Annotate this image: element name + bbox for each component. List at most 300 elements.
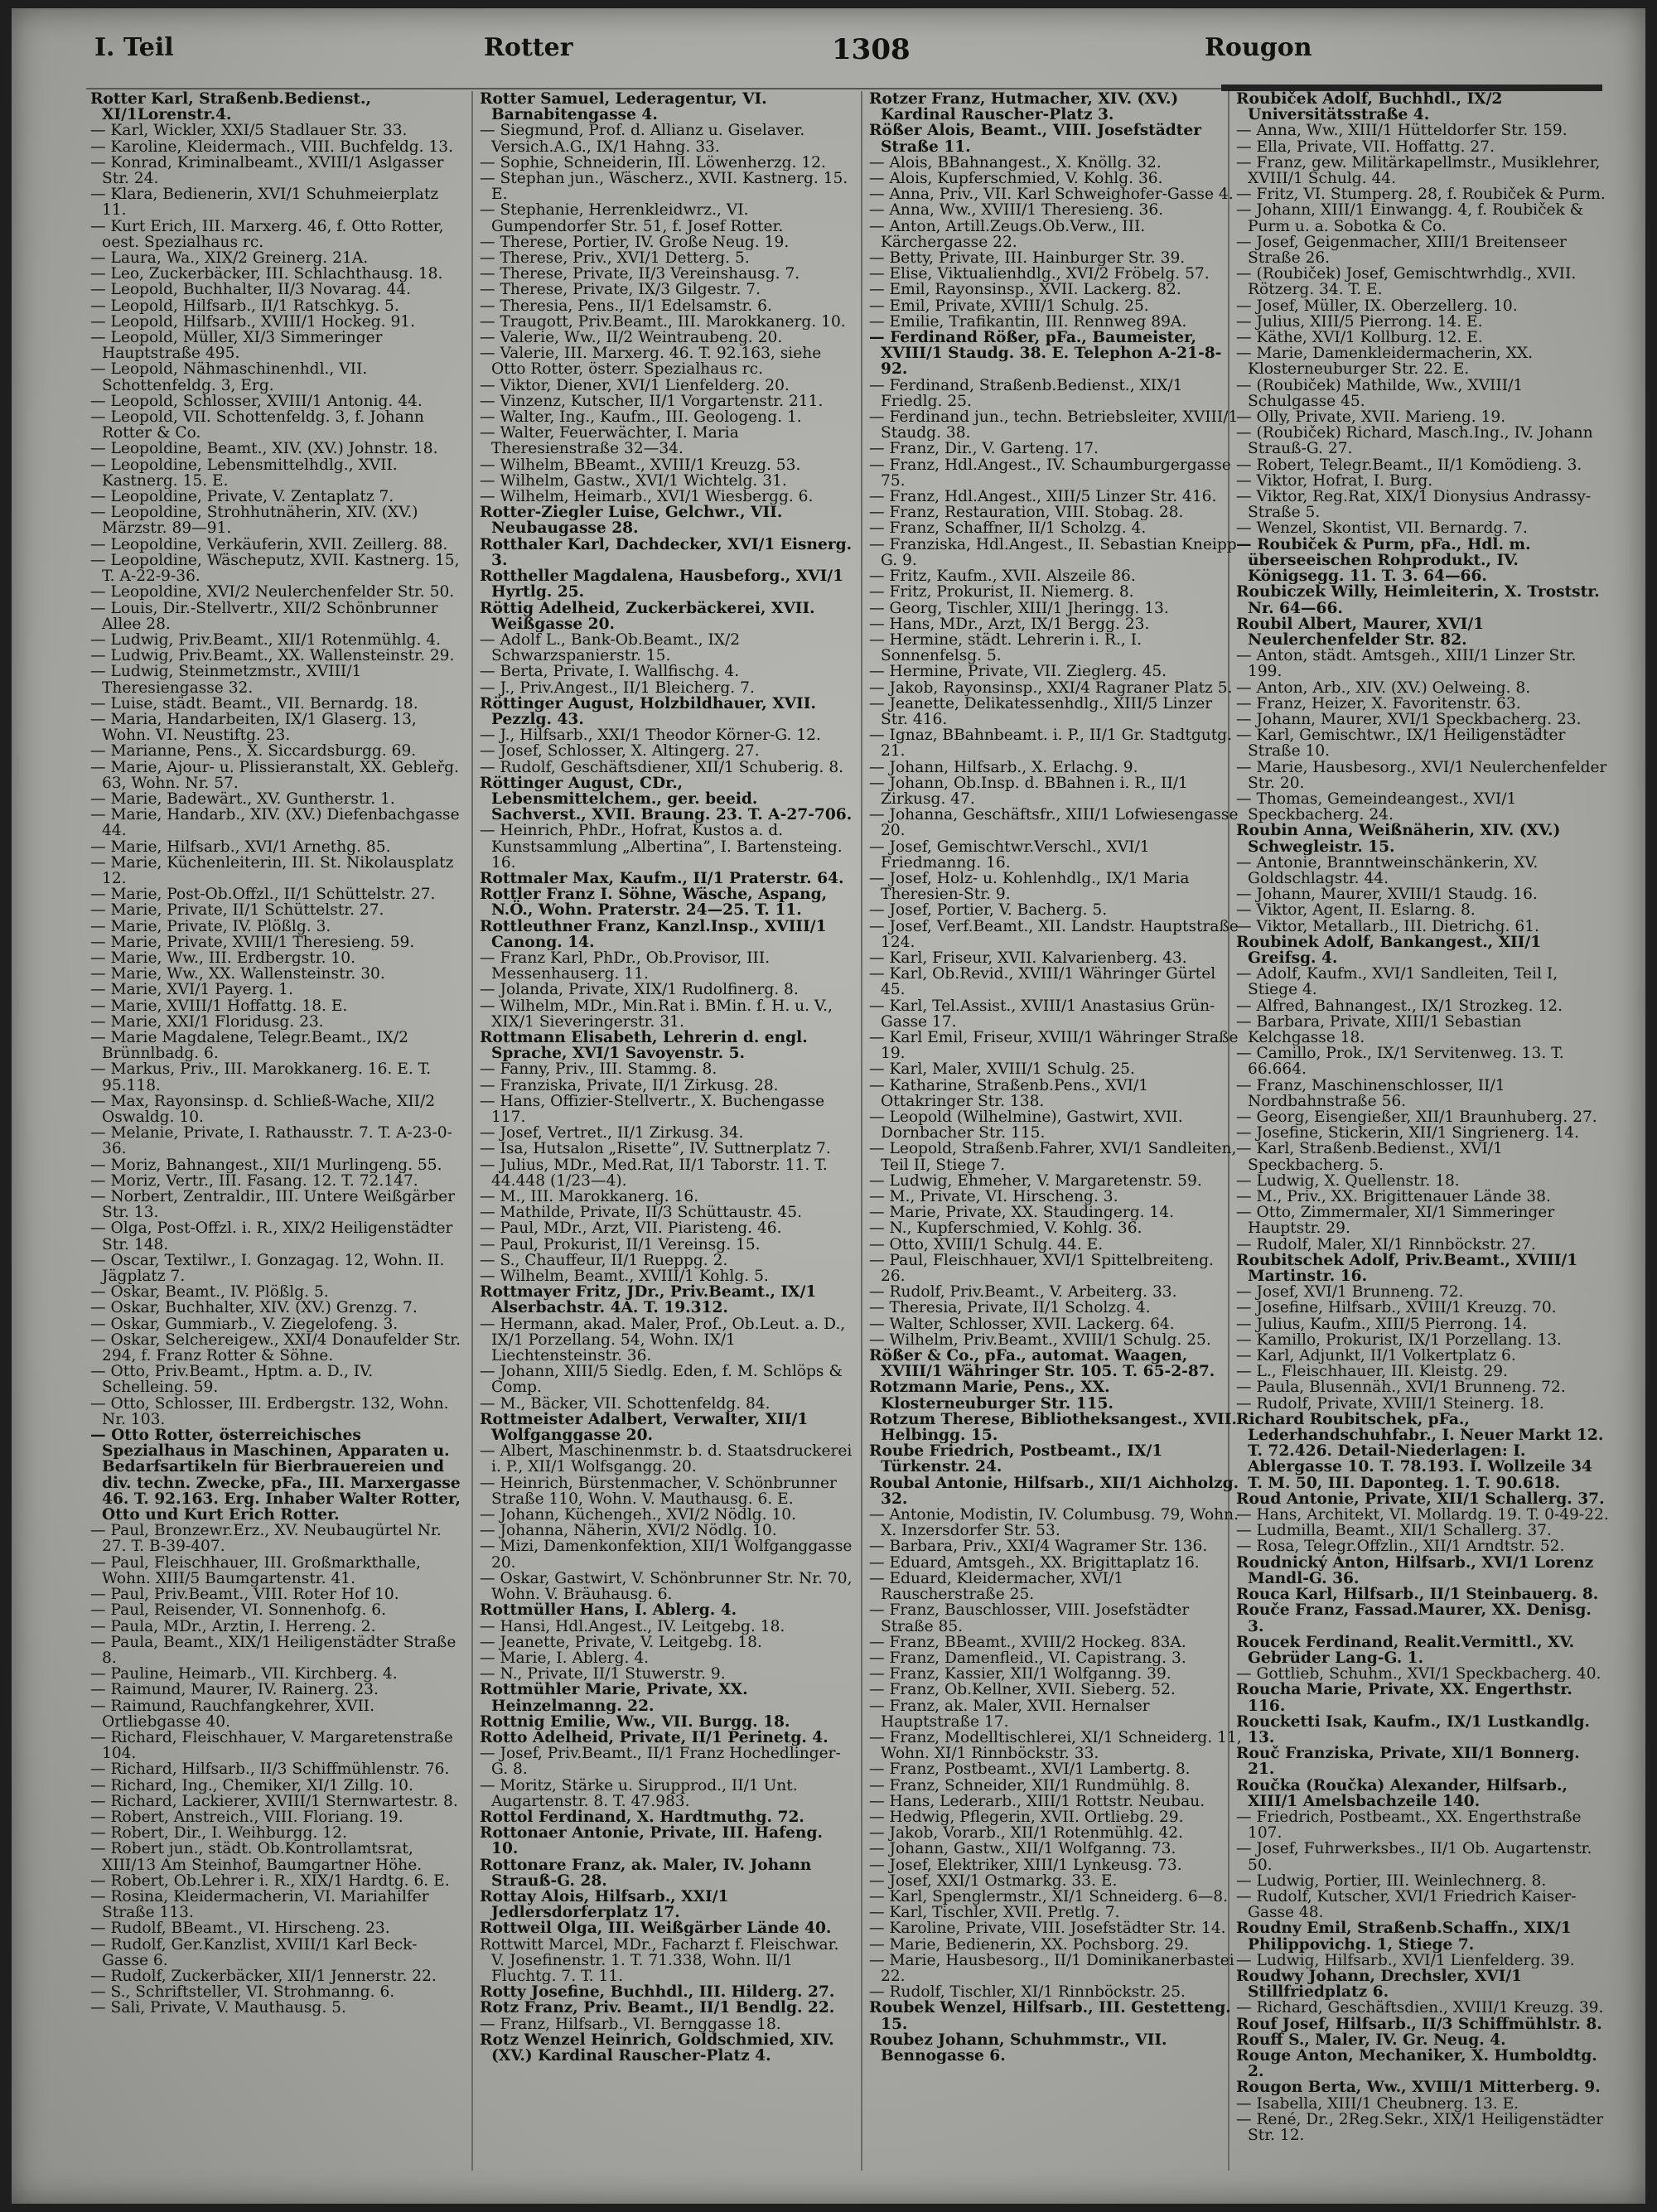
directory-entry: — Josef, Gemischtwr.Verschl., XVI/1 Friedmanng. 16. xyxy=(869,838,1150,871)
directory-entry: — Rudolf, Tischler, XI/1 Rinnböckstr. 25. xyxy=(869,1984,1186,2001)
directory-entry: — Marie, Ajour- u. Plissieranstalt, XX. Gebleřg. 63, Wohn. Nr. 57. xyxy=(90,759,459,791)
directory-entry: — Leo, Zuckerbäcker, III. Schlachthausg. 18. xyxy=(90,266,443,283)
directory-entry: — Jakob, Vorarb., XII/1 Rotenmühlg. 42. xyxy=(869,1825,1184,1842)
directory-entry: — Heinrich, Bürstenmacher, V. Schönbrunner Straße 110, Wohn. V. Mauthausg. 6. E. xyxy=(480,1475,837,1508)
directory-entry: — Traugott, Priv.Beamt., III. Marokkanerg. 10. xyxy=(480,313,846,331)
directory-entry: — Marie, Badewärt., XV. Guntherstr. 1. xyxy=(90,790,395,808)
directory-entry: — Stephanie, Herrenkleidwrz., VI. Gumpendorfer Str. 51, f. Josef Rotter. xyxy=(480,202,784,234)
directory-entry: Rottmaler Max, Kaufm., II/1 Praterstr. 64. xyxy=(480,870,844,887)
directory-entry: — Johann, XIII/5 Siedlg. Eden, f. M. Schlöps & Comp. xyxy=(480,1364,843,1396)
directory-entry: — Kurt Erich, III. Marxerg. 46, f. Otto Rotter, oest. Spezialhaus rc. xyxy=(90,218,444,251)
directory-entry: Rottleuthner Franz, Kanzl.Insp., XVIII/1 Canong. 14. xyxy=(480,918,827,950)
directory-entry: — Laura, Wa., XIX/2 Greinerg. 21A. xyxy=(90,250,369,267)
directory-entry: — Leopoldine, Private, V. Zentaplatz 7. xyxy=(90,489,394,505)
directory-entry: — Paul, Prokurist, II/1 Vereinsg. 15. xyxy=(480,1236,761,1253)
directory-entry: — N., Private, II/1 Stuwerstr. 9. xyxy=(480,1666,726,1683)
directory-entry: — Viktor, Metallarb., III. Dietrichg. 61. xyxy=(1236,918,1539,935)
directory-entry: — Adolf, Kaufm., XVI/1 Sandleiten, Teil I, Stiege 4. xyxy=(1236,966,1558,998)
directory-entry: — Ella, Private, VII. Hoffattg. 27. xyxy=(1236,138,1495,155)
directory-entry: — Oskar, Selchereigew., XXI/4 Donaufelder Str. 294, f. Franz Rotter & Söhne. xyxy=(90,1331,461,1364)
directory-entry: — Georg, Eisengießer, XII/1 Braunhuberg. 27. xyxy=(1236,1109,1597,1126)
directory-entry: Rotzmann Marie, Pens., XX. Klosterneuburger Str. 115. xyxy=(869,1379,1114,1412)
directory-entry: Rotzum Therese, Bibliotheksangest., XVII. Helbingg. 15. xyxy=(869,1411,1237,1444)
directory-entry: — Karl, Adjunkt, II/1 Volkertplatz 6. xyxy=(1236,1348,1516,1364)
directory-entry: — Mizi, Damenkonfektion, XII/1 Wolfganggasse 20. xyxy=(480,1538,853,1571)
directory-entry: — J., Hilfsarb., XXI/1 Theodor Körner-G. 12. xyxy=(480,727,821,744)
directory-entry: — Otto Rotter, österreichisches Spezialhaus in Maschinen, Apparaten u. Bedarfsartikeln für Bierbrauereien und div. techn. Zwecke, pFa., III. Marxergasse 46. T. 92.163. Erg. Inhaber Walter Rotter, Otto und Kurt Erich Rotter. xyxy=(90,1427,461,1524)
directory-entry: — Ferdinand, Straßenb.Bedienst., XIX/1 Friedlg. 25. xyxy=(869,377,1183,410)
directory-entry: Rouca Karl, Hilfsarb., II/1 Steinbauerg. 8. xyxy=(1236,1587,1599,1603)
directory-entry: — Franz, gew. Militärkapellmstr., Musiklehrer, XVIII/1 Schulg. 44. xyxy=(1236,154,1601,187)
directory-entry: Roučka (Roučka) Alexander, Hilfsarb., XIII/1 Amelsbachzeile 140. xyxy=(1236,1777,1568,1809)
directory-entry: Rotto Adelheid, Private, II/1 Perinetg. 4. xyxy=(480,1729,828,1746)
directory-entry: — Camillo, Prok., IX/1 Servitenweg. 13. T. 66.664. xyxy=(1236,1046,1564,1078)
directory-entry: — Ludwig, Ehmeher, V. Margaretenstr. 59. xyxy=(869,1172,1202,1190)
directory-entry: — Karl Emil, Friseur, XVIII/1 Währinger Straße 19. xyxy=(869,1029,1239,1062)
directory-entry: — Moritz, Stärke u. Sirupprod., II/1 Unt. Augartenstr. 8. T. 47.983. xyxy=(480,1777,798,1809)
directory-entry: — Karl, Straßenb.Bedienst., XVI/1 Speckbacherg. 5. xyxy=(1236,1141,1503,1173)
directory-entry: — Karl, Maler, XVIII/1 Schulg. 25. xyxy=(869,1061,1135,1078)
directory-entry: — Olga, Post-Offzl. i. R., XIX/2 Heiligenstädter Str. 148. xyxy=(90,1220,453,1253)
directory-entry: — Thomas, Gemeindeangest., XVI/1 Speckbacherg. 24. xyxy=(1236,790,1517,823)
directory-entry: — Franz, Modelltischlerei, XI/1 Schneiderg. 11, Wohn. XI/1 Rinnböckstr. 33. xyxy=(869,1729,1242,1762)
directory-entry: — Robert, Telegr.Beamt., II/1 Komödieng. 3. xyxy=(1236,456,1582,473)
directory-entry: — Josef, XVI/1 Brunneng. 72. xyxy=(1236,1284,1464,1301)
directory-entry: — Franz, Postbeamt., XVI/1 Lambertg. 8. xyxy=(869,1761,1191,1778)
directory-entry: — Friedrich, Postbeamt., XX. Engerthstraße 107. xyxy=(1236,1809,1582,1842)
directory-entry: — Anna, Ww., XVIII/1 Theresieng. 36. xyxy=(869,202,1164,219)
directory-entry: — Ludmilla, Beamt., XII/1 Schallerg. 37. xyxy=(1236,1523,1552,1539)
directory-entry: Röttig Adelheid, Zuckerbäckerei, XVII. Weißgasse 20. xyxy=(480,600,815,632)
directory-entry: — Johann, XIII/1 Einwangg. 4, f. Roubiček & Purm u. a. Sobotka & Co. xyxy=(1236,202,1584,234)
directory-entry: — Anton, Arb., XIV. (XV.) Oelweing. 8. xyxy=(1236,679,1531,696)
directory-entry: — Isabella, XIII/1 Cheubnerg. 13. E. xyxy=(1236,2095,1519,2112)
directory-entry: — Ferdinand Rößer, pFa., Baumeister, XVIII/1 Staudg. 38. E. Telephon A-21-8-92. xyxy=(869,330,1222,378)
directory-entry: — Hans, Architekt, VI. Mollardg. 19. T. 0-49-22. xyxy=(1236,1507,1609,1524)
directory-entry: Rottmühler Marie, Private, XX. Heinzelmanng. 22. xyxy=(480,1682,748,1714)
directory-entry: — Leopold, Hilfsarb., II/1 Ratschkyg. 5. xyxy=(90,297,399,314)
directory-entry: Richard Roubitschek, pFa., Lederhandschuhfabr., I. Neuer Markt 12. T. 72.426. Detail-Niederlagen: I. Ablergasse 10. T. 78.193. I. Wollzeile 34 T. M. 50, III. Daponteg. 1. T. 90.618. xyxy=(1236,1411,1604,1491)
directory-entry: — Rudolf, Ger.Kanzlist, XVIII/1 Karl Beck-Gasse 6. xyxy=(90,1936,418,1968)
directory-entry: — Emil, Rayonsinsp., XVII. Lackerg. 82. xyxy=(869,282,1181,298)
directory-entry: — Franziska, Hdl.Angest., II. Sebastian Kneipp-G. 9. xyxy=(869,536,1242,569)
header-thin-rule xyxy=(86,88,1221,89)
directory-entry: Rouff S., Maler, IV. Gr. Neug. 4. xyxy=(1236,2031,1506,2048)
directory-entry: — Karl, Tischler, XVII. Pretlg. 7. xyxy=(869,1905,1120,1921)
directory-entry: — Marianne, Pens., X. Siccardsburgg. 69. xyxy=(90,743,417,760)
directory-entry: Roubiček Adolf, Buchhdl., IX/2 Universitätsstraße 4. xyxy=(1236,91,1503,123)
directory-entry: — Richard, Hilfsarb., II/3 Schiffmühlenstr. 76. xyxy=(90,1761,450,1778)
directory-entry: — Jolanda, Private, XIX/1 Rudolfinerg. 8. xyxy=(480,982,799,998)
directory-entry: — Marie, Handarb., XIV. (XV.) Diefenbachgasse 44. xyxy=(90,807,460,839)
directory-entry: Rotter Karl, Straßenb.Bedienst., XI/1Lorenstr.4. xyxy=(90,91,371,123)
directory-entry: — Isa, Hutsalon „Risette”, IV. Suttnerplatz 7. xyxy=(480,1141,831,1157)
directory-entry: — Josef, Schlosser, X. Altingerg. 27. xyxy=(480,743,760,760)
directory-entry: Rößer & Co., pFa., automat. Waagen, XVIII/1 Währinger Str. 105. T. 65-2-87. xyxy=(869,1348,1215,1380)
directory-entry: — Marie, Hausbesorg., XVI/1 Neulerchenfelder Str. 20. xyxy=(1236,759,1607,791)
directory-entry: Rottonare Franz, ak. Maler, IV. Johann Strauß-G. 28. xyxy=(480,1857,812,1889)
directory-entry: — Julius, Kaufm., XIII/5 Pierrong. 14. xyxy=(1236,1316,1528,1332)
directory-entry: — Hans, Offizier-Stellvertr., X. Buchengasse 117. xyxy=(480,1093,825,1126)
directory-entry: — Kamillo, Prokurist, IX/1 Porzellang. 13. xyxy=(1236,1331,1562,1349)
directory-entry: — Walter, Ing., Kaufm., III. Geologeng. 1. xyxy=(480,409,802,426)
directory-entry: — Eduard, Amtsgeh., XX. Brigittaplatz 16. xyxy=(869,1554,1200,1571)
directory-entry: Roucha Marie, Private, XX. Engerthstr. 116. xyxy=(1236,1682,1572,1714)
directory-entry: — Olly, Private, XVII. Marieng. 19. xyxy=(1236,409,1506,426)
directory-entry: — Sali, Private, V. Mauthausg. 5. xyxy=(90,2000,346,2016)
page-header xyxy=(86,33,1621,75)
directory-entry: — Ignaz, BBahnbeamt. i. P., II/1 Gr. Stadtgutg. 21. xyxy=(869,727,1232,760)
directory-entry: — Fritz, Prokurist, II. Niemerg. 8. xyxy=(869,584,1134,601)
directory-entry: — Franz, Maschinenschlosser, II/1 Nordbahnstraße 56. xyxy=(1236,1077,1505,1109)
directory-entry: Roubiczek Willy, Heimleiterin, X. Troststr. Nr. 64—66. xyxy=(1236,584,1600,616)
directory-entry: — Paula, Blusennäh., XVI/1 Brunneng. 72. xyxy=(1236,1379,1566,1396)
directory-entry: Rouč Franziska, Private, XII/1 Bonnerg. 21. xyxy=(1236,1746,1580,1778)
directory-entry: — Marie, Damenkleidermacherin, XX. Klosterneuburger Str. 22. E. xyxy=(1236,345,1533,378)
directory-entry: Roud Antonie, Private, XII/1 Schallerg. 37. xyxy=(1236,1490,1605,1508)
directory-entry: Rottwitt Marcel, MDr., Facharzt f. Fleischwar. V. Josefinenstr. 1. T. 71.338, Wohn. II/1 Fluchtg. 7. T. 11. xyxy=(480,1936,839,1985)
directory-entry: — Marie, Küchenleiterin, III. St. Nikolausplatz 12. xyxy=(90,854,454,887)
directory-entry: Rottler Franz I. Söhne, Wäsche, Aspang, N.Ö., Wohn. Praterstr. 24—25. T. 11. xyxy=(480,886,828,919)
directory-entry: — Marie, I. Ablerg. 4. xyxy=(480,1649,650,1667)
directory-entry: — Alois, Kupferschmied, V. Kohlg. 36. xyxy=(869,171,1163,187)
directory-entry: — Ferdinand jun., techn. Betriebsleiter, XVIII/1 Staudg. 38. xyxy=(869,409,1239,442)
directory-entry: — Ludwig, Priv.Beamt., XX. Wallensteinstr. 29. xyxy=(90,648,455,664)
directory-entry: — Franz, Damenfleid., VI. Capistrang. 3. xyxy=(869,1649,1186,1667)
directory-entry: — Leopoldine, Beamt., XIV. (XV.) Johnstr. 18. xyxy=(90,441,438,457)
directory-entry: Rottmann Elisabeth, Lehrerin d. engl. Sprache, XVI/1 Savoyenstr. 5. xyxy=(480,1029,808,1062)
directory-entry: — Jeanette, Delikatessenhdlg., XIII/5 Linzer Str. 416. xyxy=(869,695,1213,728)
directory-entry: — Georg, Tischler, XIII/1 Jheringg. 13. xyxy=(869,600,1169,616)
directory-entry: — Antonie, Modistin, IV. Columbusg. 79, Wohn. X. Inzersdorfer Str. 53. xyxy=(869,1507,1239,1539)
directory-entry: — Oscar, Textilwr., I. Gonzagag. 12, Wohn. II. Jägplatz 7. xyxy=(90,1252,445,1285)
directory-entry: — Marie, XVIII/1 Hoffattg. 18. E. xyxy=(90,997,348,1014)
directory-entry: — Karl, Friseur, XVII. Kalvarienberg. 43. xyxy=(869,949,1187,967)
directory-entry: Roucek Ferdinand, Realit.Vermittl., XV. Gebrüder Lang-G. 1. xyxy=(1236,1634,1575,1667)
directory-entry: Roudny Emil, Straßenb.Schaffn., XIX/1 Philippovichg. 1, Stiege 7. xyxy=(1236,1920,1572,1953)
directory-entry: — Viktor, Hofrat, I. Burg. xyxy=(1236,472,1433,490)
directory-entry: — Rudolf, BBeamt., VI. Hirscheng. 23. xyxy=(90,1920,390,1937)
directory-entry: — Barbara, Priv., XXI/4 Wagramer Str. 136. xyxy=(869,1538,1208,1555)
directory-entry: — Marie, Private, XX. Staudingerg. 14. xyxy=(869,1205,1174,1221)
directory-entry: — Siegmund, Prof. d. Allianz u. Giselaver. Versich.A.G., IX/1 Hahng. 33. xyxy=(480,123,805,155)
directory-entry: — Valerie, III. Marxerg. 46. T. 92.163, siehe Otto Rotter, österr. Spezialhaus rc. xyxy=(480,345,822,378)
directory-entry: — Josef, Fuhrwerksbes., II/1 Ob. Augartenstr. 50. xyxy=(1236,1841,1592,1873)
directory-entry: — Franz, Hdl.Angest., XIII/5 Linzer Str. 416. xyxy=(869,489,1217,505)
directory-entry: — Leopoldine, Strohhutnäherin, XIV. (XV.) Märzstr. 89—91. xyxy=(90,505,418,537)
directory-entry: — (Roubiček) Mathilde, Ww., XVIII/1 Schulgasse 45. xyxy=(1236,377,1524,410)
directory-column-4 xyxy=(1236,91,1609,2171)
directory-entry: — Viktor, Diener, XVI/1 Lienfelderg. 20. xyxy=(480,377,790,394)
directory-entry: — Karl, Ob.Revid., XVIII/1 Währinger Gürtel 45. xyxy=(869,966,1216,998)
directory-entry: — Josef, Verf.Beamt., XII. Landstr. Hauptstraße 124. xyxy=(869,918,1239,950)
directory-entry: — Rudolf, Private, XVIII/1 Steinerg. 18. xyxy=(1236,1395,1544,1412)
directory-entry: — Paul, Bronzewr.Erz., XV. Neubaugürtel Nr. 27. T. B-39-407. xyxy=(90,1523,442,1555)
directory-entry: — Otto, Zimmermaler, XI/1 Simmeringer Hauptstr. 29. xyxy=(1236,1205,1555,1237)
directory-entry: — Hermine, Private, VII. Zieglerg. 45. xyxy=(869,664,1167,680)
directory-entry: — Otto, XVIII/1 Schulg. 44. E. xyxy=(869,1236,1104,1253)
header-thick-rule xyxy=(1221,85,1602,91)
directory-entry: — Moriz, Vertr., III. Fasang. 12. T. 72.147. xyxy=(90,1172,418,1190)
directory-entry: — Franz, Hilfsarb., VI. Bernggasse 18. xyxy=(480,2016,781,2032)
directory-entry: — Louis, Dir.-Stellvertr., XII/2 Schönbrunner Allee 28. xyxy=(90,600,438,632)
directory-entry: — M., Priv., XX. Brigittenauer Lände 38. xyxy=(1236,1189,1551,1205)
directory-entry: Rotty Josefine, Buchhdl., III. Hilderg. 27. xyxy=(480,1984,835,2001)
directory-entry: Rotthaler Karl, Dachdecker, XVI/1 Eisnerg. 3. xyxy=(480,536,853,569)
directory-entry: — Marie, XVI/1 Payerg. 1. xyxy=(90,982,293,998)
directory-entry: — Johann, Küchengeh., XVI/2 Nödlg. 10. xyxy=(480,1507,797,1524)
directory-entry: — Wilhelm, BBeamt., XVIII/1 Kreuzg. 53. xyxy=(480,456,801,473)
directory-entry: — Hermine, städt. Lehrerin i. R., I. Sonnenfelsg. 5. xyxy=(869,631,1142,664)
directory-entry: — Ludwig, Hilfsarb., XVI/1 Lienfelderg. 39. xyxy=(1236,1952,1575,1968)
directory-entry: — Richard, Geschäftsdien., XVIII/1 Kreuzg. 39. xyxy=(1236,2000,1604,2016)
directory-entry: — Luise, städt. Beamt., VII. Bernardg. 18. xyxy=(90,695,418,712)
directory-entry: — Maria, Handarbeiten, IX/1 Glaserg. 13, Wohn. VI. Neustiftg. 23. xyxy=(90,711,417,744)
directory-entry: — Therese, Private, IX/3 Gilgestr. 7. xyxy=(480,282,761,298)
directory-entry: — Franz, ak. Maler, XVII. Hernalser Hauptstraße 17. xyxy=(869,1698,1150,1730)
directory-entry: — Marie, Post-Ob.Offzl., II/1 Schüttelstr. 27. xyxy=(90,886,436,903)
directory-entry: — Leopoldine, Wäscheputz, XVII. Kastnerg. 15, T. A-22-9-36. xyxy=(90,552,460,585)
directory-entry: — Barbara, Private, XIII/1 Sebastian Kelchgasse 18. xyxy=(1236,1013,1522,1046)
directory-entry: — Robert jun., städt. Ob.Kontrollamtsrat, XIII/13 Am Steinhof, Baumgartner Höhe. xyxy=(90,1841,423,1873)
directory-entry: — S., Chauffeur, II/1 Rueppg. 2. xyxy=(480,1252,728,1269)
directory-entry: — Paul, Fleischhauer, III. Großmarkthalle, Wohn. XIII/5 Baumgartenstr. 41. xyxy=(90,1554,421,1587)
directory-entry: — Franz, Schaffner, II/1 Scholzg. 4. xyxy=(869,520,1147,537)
directory-entry: — Leopold, Buchhalter, II/3 Novarag. 44. xyxy=(90,282,412,298)
directory-entry: — Josef, Elektriker, XIII/1 Lynkeusg. 73. xyxy=(869,1857,1182,1873)
directory-entry: Roubitschek Adolf, Priv.Beamt., XVIII/1 Martinstr. 16. xyxy=(1236,1252,1578,1285)
directory-entry: Rottmayer Fritz, JDr., Priv.Beamt., IX/1 Alserbachstr. 4A. T. 19.312. xyxy=(480,1284,817,1316)
directory-entry: — Josef, Müller, IX. Oberzellerg. 10. xyxy=(1236,297,1518,314)
directory-entry: — Jakob, Rayonsinsp., XXI/4 Ragraner Platz 5. xyxy=(869,679,1233,696)
directory-entry: Roudnický Anton, Hilfsarb., XVI/1 Lorenz Mandl-G. 36. xyxy=(1236,1554,1594,1587)
directory-entry: Roube Friedrich, Postbeamt., IX/1 Türkenstr. 24. xyxy=(869,1443,1163,1475)
directory-entry: — Marie, Private, XVIII/1 Theresieng. 59. xyxy=(90,934,415,950)
directory-entry: Rotz Franz, Priv. Beamt., II/1 Bendlg. 22. xyxy=(480,2000,835,2016)
directory-entry: — Raimund, Rauchfangkehrer, XVII. Ortliebgasse 40. xyxy=(90,1698,375,1730)
part-label: I. Teil xyxy=(94,33,174,62)
directory-entry: — (Roubiček) Josef, Gemischtwrhdlg., XVII. Rötzerg. 34. T. E. xyxy=(1236,266,1577,298)
directory-entry: — Otto, Priv.Beamt., Hptm. a. D., IV. Schelleing. 59. xyxy=(90,1364,374,1396)
directory-entry: — Ludwig, X. Quellenstr. 18. xyxy=(1236,1172,1460,1190)
page-number: 1308 xyxy=(832,33,911,66)
left-running-head: Rotter xyxy=(484,33,573,62)
directory-entry: — Albert, Maschinenmstr. b. d. Staatsdruckerei i. P., XII/1 Wolfsgangg. 20. xyxy=(480,1443,853,1475)
directory-entry: — Eduard, Kleidermacher, XVI/1 Rauscherstraße 25. xyxy=(869,1570,1124,1603)
directory-entry: — Adolf L., Bank-Ob.Beamt., IX/2 Schwarzspanierstr. 15. xyxy=(480,631,741,664)
directory-entry: — Paul, MDr., Arzt, VII. Piaristeng. 46. xyxy=(480,1220,782,1237)
directory-entry: — Josefine, Hilfsarb., XVIII/1 Kreuzg. 70. xyxy=(1236,1300,1557,1316)
directory-entry: — Leopold, Müller, XI/3 Simmeringer Hauptstraße 495. xyxy=(90,330,383,362)
directory-entry: — Viktor, Agent, II. Eslarng. 8. xyxy=(1236,902,1476,919)
directory-entry: Roubez Johann, Schuhmmstr., VII. Bennogasse 6. xyxy=(869,2031,1167,2065)
directory-column-1 xyxy=(90,91,463,2171)
directory-entry: — Hans, MDr., Arzt, IX/1 Bergg. 23. xyxy=(869,616,1150,632)
directory-entry: — Moriz, Bahnangest., XII/1 Murlingeng. 55. xyxy=(90,1157,442,1173)
directory-entry: — Franz, Heizer, X. Favoritenstr. 63. xyxy=(1236,695,1521,712)
directory-entry: Roubinek Adolf, Bankangest., XII/1 Greifsg. 4. xyxy=(1236,934,1542,967)
directory-entry: — Leopold, Schlosser, XVIII/1 Antonig. 44. xyxy=(90,393,423,410)
directory-entry: — Richard, Lackierer, XVIII/1 Sternwartestr. 8. xyxy=(90,1793,458,1809)
directory-entry: Rouge Anton, Mechaniker, X. Humboldtg. 2. xyxy=(1236,2047,1597,2080)
directory-entry: — René, Dr., 2Reg.Sekr., XIX/1 Heiligenstädter Str. 12. xyxy=(1236,2111,1604,2144)
directory-entry: — Franz Karl, PhDr., Ob.Provisor, III. Messenhauserg. 11. xyxy=(480,949,771,983)
directory-entry: — Leopoldine, Lebensmittelhdlg., XVII. Kastnerg. 15. E. xyxy=(90,456,398,490)
directory-entry: — Rosa, Telegr.Offzlin., XII/1 Arndtstr. 52. xyxy=(1236,1538,1565,1555)
directory-entry: — Julius, MDr., Med.Rat, II/1 Taborstr. 11. T. 44.448 (1/23—4). xyxy=(480,1157,828,1190)
directory-entry: — M., Bäcker, VII. Schottenfeldg. 84. xyxy=(480,1395,771,1412)
directory-entry: — Leopold, Hilfsarb., XVIII/1 Hockeg. 91. xyxy=(90,313,416,331)
directory-entry: Roubin Anna, Weißnäherin, XIV. (XV.) Schwegleistr. 15. xyxy=(1236,823,1561,855)
directory-entry: — Franz, Kassier, XII/1 Wolfganng. 39. xyxy=(869,1666,1171,1683)
directory-entry: — Ludwig, Priv.Beamt., XII/1 Rotenmühlg. 4. xyxy=(90,631,442,649)
directory-entry: — Klara, Bedienerin, XVI/1 Schuhmeierplatz 11. xyxy=(90,186,439,219)
directory-entry: — Franziska, Private, II/1 Zirkusg. 28. xyxy=(480,1077,779,1094)
directory-entry: — Franz, Ob.Kellner, XVII. Sieberg. 52. xyxy=(869,1682,1176,1698)
directory-entry: — Marie, Ww., III. Erdbergstr. 10. xyxy=(90,949,356,967)
directory-entry: — Elise, Viktualienhdlg., XVI/2 Fröbelg. 57. xyxy=(869,266,1210,283)
directory-entry: — Josef, Holz- u. Kohlenhdlg., IX/1 Maria Theresien-Str. 9. xyxy=(869,870,1190,903)
directory-entry: — Wilhelm, Gastw., XVI/1 Wichtelg. 31. xyxy=(480,472,787,490)
directory-entry: — Josef, Portier, V. Bacherg. 5. xyxy=(869,902,1108,919)
directory-entry: — Therese, Private, II/3 Vereinshausg. 7. xyxy=(480,266,800,283)
directory-entry: — Jeanette, Private, V. Leitgebg. 18. xyxy=(480,1634,762,1650)
directory-entry: — Ludwig, Portier, III. Weinlechnerg. 8. xyxy=(1236,1872,1547,1889)
directory-entry: — Rosina, Kleidermacherin, VI. Mariahilfer Straße 113. xyxy=(90,1888,429,1921)
directory-entry: — Paul, Priv.Beamt., VIII. Roter Hof 10. xyxy=(90,1587,399,1603)
directory-entry: — Fritz, Kaufm., XVII. Alszeile 86. xyxy=(869,568,1136,585)
directory-entry: — (Roubiček) Richard, Masch.Ing., IV. Johann Strauß-G. 27. xyxy=(1236,425,1593,457)
directory-entry: — Emil, Private, XVIII/1 Schulg. 25. xyxy=(869,297,1149,314)
right-running-head: Rougon xyxy=(1205,33,1312,62)
directory-entry: Roucketti Isak, Kaufm., IX/1 Lustkandlg. 13. xyxy=(1236,1713,1590,1746)
directory-entry: — L., Fleischhauer, III. Kleistg. 29. xyxy=(1236,1364,1508,1380)
directory-entry: — Marie, Private, IV. Plößlg. 3. xyxy=(90,918,331,935)
directory-entry: Rotzer Franz, Hutmacher, XIV. (XV.) Kardinal Rauscher-Platz 3. xyxy=(869,91,1179,123)
directory-entry: — Leopold, Straßenb.Fahrer, XVI/1 Sandleiten, Teil II, Stiege 7. xyxy=(869,1141,1237,1173)
directory-entry: — Leopoldine, Verkäuferin, XVII. Zeillerg. 88. xyxy=(90,536,448,553)
directory-entry: — Pauline, Heimarb., VII. Kirchberg. 4. xyxy=(90,1666,398,1683)
column-separator xyxy=(471,91,473,2171)
directory-entry: — Vinzenz, Kutscher, II/1 Vorgartenstr. 211. xyxy=(480,393,824,410)
directory-entry: — Johann, Hilfsarb., X. Erlachg. 9. xyxy=(869,759,1138,775)
directory-entry: — Raimund, Maurer, IV. Rainerg. 23. xyxy=(90,1682,379,1698)
directory-entry: — Walter, Feuerwächter, I. Maria Theresienstraße 32—34. xyxy=(480,425,739,457)
directory-entry: — Betty, Private, III. Hainburger Str. 39. xyxy=(869,250,1186,267)
directory-entry: Rößer Alois, Beamt., VIII. Josefstädter Straße 11. xyxy=(869,123,1202,155)
directory-entry: — M., III. Marokkanerg. 16. xyxy=(480,1189,699,1205)
directory-entry: — Rudolf, Geschäftsdiener, XII/1 Schuberig. 8. xyxy=(480,759,844,775)
directory-entry: — Theresia, Private, II/1 Scholzg. 4. xyxy=(869,1300,1151,1316)
directory-entry: — Oskar, Gastwirt, V. Schönbrunner Str. Nr. 70, Wohn. V. Bräuhausg. 6. xyxy=(480,1570,853,1603)
directory-entry: — Antonie, Branntweinschänkerin, XV. Goldschlagstr. 44. xyxy=(1236,854,1539,887)
directory-entry: Rottweil Olga, III. Weißgärber Lände 40. xyxy=(480,1920,832,1937)
directory-entry: — Marie, Ww., XX. Wallensteinstr. 30. xyxy=(90,966,385,983)
directory-entry: — Markus, Priv., III. Marokkanerg. 16. E. T. 95.118. xyxy=(90,1061,432,1094)
directory-entry: — Max, Rayonsinsp. d. Schließ-Wache, XII/2 Oswaldg. 10. xyxy=(90,1093,436,1126)
directory-entry: — Fritz, VI. Stumperg. 28, f. Roubiček & Purm. xyxy=(1236,186,1606,203)
directory-entry: — Franz, Restauration, VIII. Stobag. 28. xyxy=(869,505,1184,521)
directory-entry: — Gottlieb, Schuhm., XVI/1 Speckbacherg. 40. xyxy=(1236,1666,1601,1683)
directory-entry: — Melanie, Private, I. Rathausstr. 7. T. A-23-0-36. xyxy=(90,1125,452,1157)
directory-entry: — Rudolf, Zuckerbäcker, XII/1 Jennerstr. 22. xyxy=(90,1968,437,1985)
directory-entry: — Anna, Ww., XIII/1 Hütteldorfer Str. 159. xyxy=(1236,123,1568,139)
directory-entry: — Leopoldine, XVI/2 Neulerchenfelder Str. 50. xyxy=(90,584,455,601)
directory-entry: — N., Kupferschmied, V. Kohlg. 36. xyxy=(869,1220,1143,1237)
directory-entry: — Oskar, Buchhalter, XIV. (XV.) Grenzg. 7. xyxy=(90,1300,418,1316)
directory-column-2 xyxy=(480,91,853,2171)
directory-entry: — Johann, Ob.Insp. d. BBahnen i. R., II/1 Zirkusg. 47. xyxy=(869,775,1188,808)
directory-entry: — Marie Magdalene, Telegr.Beamt., IX/2 Brünnlbadg. 6. xyxy=(90,1029,408,1062)
directory-entry: — Johann, Gastw., XII/1 Wolfganng. 73. xyxy=(869,1841,1176,1857)
directory-page xyxy=(12,8,1645,2204)
directory-entry: — Johann, Maurer, XVIII/1 Staudg. 16. xyxy=(1236,886,1538,903)
directory-entry: — Richard, Ing., Chemiker, XI/1 Zillg. 10. xyxy=(90,1777,413,1794)
directory-entry: Rotz Wenzel Heinrich, Goldschmied, XIV. (XV.) Kardinal Rauscher-Platz 4. xyxy=(480,2031,834,2065)
directory-entry: — Stephan jun., Wäscherz., XVII. Kastnerg. 15. E. xyxy=(480,171,848,203)
directory-entry: — Karl, Gemischtwr., IX/1 Heiligenstädter Straße 10. xyxy=(1236,727,1566,760)
directory-entry: — S., Schriftsteller, VI. Strohmanng. 6. xyxy=(90,1984,395,2001)
directory-entry: — Otto, Schlosser, III. Erdbergstr. 132, Wohn. Nr. 103. xyxy=(90,1395,449,1428)
directory-entry: — Josef, Vertret., II/1 Zirkusg. 34. xyxy=(480,1125,744,1142)
directory-entry: Rottnig Emilie, Ww., VII. Burgg. 18. xyxy=(480,1713,790,1730)
directory-entry: — Wenzel, Skontist, VII. Bernardg. 7. xyxy=(1236,520,1528,537)
directory-entry: — Käthe, XVI/1 Kollburg. 12. E. xyxy=(1236,330,1483,346)
directory-entry: — Alois, BBahnangest., X. Knöllg. 32. xyxy=(869,154,1162,171)
directory-entry: — Alfred, Bahnangest., IX/1 Strozkeg. 12. xyxy=(1236,997,1563,1014)
directory-entry: — Rudolf, Kutscher, XVI/1 Friedrich Kaiser-Gasse 48. xyxy=(1236,1888,1577,1921)
directory-entry: — Anton, städt. Amtsgeh., XIII/1 Linzer Str. 199. xyxy=(1236,648,1577,680)
directory-entry: — J., Priv.Angest., II/1 Bleicherg. 7. xyxy=(480,679,755,696)
directory-entry: — Leopold, VII. Schottenfeldg. 3, f. Johann Rotter & Co. xyxy=(90,409,424,442)
directory-entry: — M., Private, VI. Hirscheng. 3. xyxy=(869,1189,1118,1205)
directory-entry: — Hansi, Hdl.Angest., IV. Leitgebg. 18. xyxy=(480,1618,785,1635)
directory-entry: — Leopold, Nähmaschinenhdl., VII. Schottenfeldg. 3, Erg. xyxy=(90,361,368,394)
directory-entry: — Karl, Wickler, XXI/5 Stadlauer Str. 33. xyxy=(90,123,408,139)
directory-entry: — Hans, Lederarb., XIII/1 Rottstr. Neubau. xyxy=(869,1793,1205,1809)
directory-entry: Rottheller Magdalena, Hausbeforg., XVI/1 Hyrtlg. 25. xyxy=(480,568,844,601)
directory-entry: Rottay Alois, Hilfsarb., XXI/1 Jedlersdorferplatz 17. xyxy=(480,1888,729,1921)
directory-entry: Roudwy Johann, Drechsler, XVI/1 Stillfriedplatz 6. xyxy=(1236,1968,1523,2001)
directory-entry: — Anna, Priv., VII. Karl Schweighofer-Gasse 4. xyxy=(869,186,1234,203)
directory-entry: — Sophie, Schneiderin, III. Löwenherzg. 12. xyxy=(480,154,826,171)
directory-entry: — Marie, Hausbesorg., II/1 Dominikanerbastei 22. xyxy=(869,1952,1234,1985)
directory-entry: — Josefine, Stickerin, XII/1 Singrienerg. 14. xyxy=(1236,1125,1579,1142)
directory-entry: Roubil Albert, Maurer, XVI/1 Neulerchenfelder Str. 82. xyxy=(1236,616,1485,649)
directory-entry: — Walter, Schlosser, XVII. Lackerg. 64. xyxy=(869,1316,1175,1332)
directory-entry: — Viktor, Reg.Rat, XIX/1 Dionysius Andrassy-Straße 5. xyxy=(1236,489,1592,521)
directory-entry: — Ludwig, Steinmetzmstr., XVIII/1 Theresiengasse 32. xyxy=(90,664,362,696)
directory-entry: — Paula, MDr., Ärztin, I. Herreng. 2. xyxy=(90,1618,376,1635)
directory-entry: Rottonaer Antonie, Private, III. Hafeng. 10. xyxy=(480,1825,823,1857)
directory-entry: Rottol Ferdinand, X. Hardtmuthg. 72. xyxy=(480,1809,804,1826)
directory-entry: — Heinrich, PhDr., Hofrat, Kustos a. d. Kunstsammlung „Albertina”, I. Bartensteing. 16. xyxy=(480,823,843,871)
directory-entry: — Wilhelm, Priv.Beamt., XVIII/1 Schulg. 25. xyxy=(869,1331,1211,1349)
directory-entry: — Rudolf, Maler, XI/1 Rinnböckstr. 27. xyxy=(1236,1236,1536,1253)
directory-entry: — Johanna, Näherin, XVI/2 Nödlg. 10. xyxy=(480,1523,777,1539)
directory-entry: — Franz, Dir., V. Garteng. 17. xyxy=(869,441,1099,457)
directory-entry: — Oskar, Beamt., IV. Plößlg. 5. xyxy=(90,1284,329,1301)
directory-entry: — Josef, XXI/1 Ostmarkg. 33. E. xyxy=(869,1872,1118,1889)
directory-entry: — Robert, Dir., I. Weihburgg. 12. xyxy=(90,1825,347,1842)
directory-entry: — Hermann, akad. Maler, Prof., Ob.Leut. a. D., IX/1 Porzellang. 54, Wohn. IX/1 Liechtensteinstr. 36. xyxy=(480,1316,846,1364)
directory-entry: — Oskar, Gummiarb., V. Ziegelofeng. 3. xyxy=(90,1316,399,1332)
directory-entry: Rouče Franz, Fassad.Maurer, XX. Denisg. 3. xyxy=(1236,1602,1592,1635)
directory-entry: — Katharine, Straßenb.Pens., XVI/1 Ottakringer Str. 138. xyxy=(869,1077,1149,1109)
directory-entry: — Paul, Fleischhauer, XVI/1 Spittelbreiteng. 26. xyxy=(869,1252,1214,1285)
directory-entry: — Berta, Private, I. Wallfischg. 4. xyxy=(480,664,740,680)
directory-entry: Rouf Josef, Hilfsarb., II/3 Schiffmühlstr. 8. xyxy=(1236,2016,1602,2032)
